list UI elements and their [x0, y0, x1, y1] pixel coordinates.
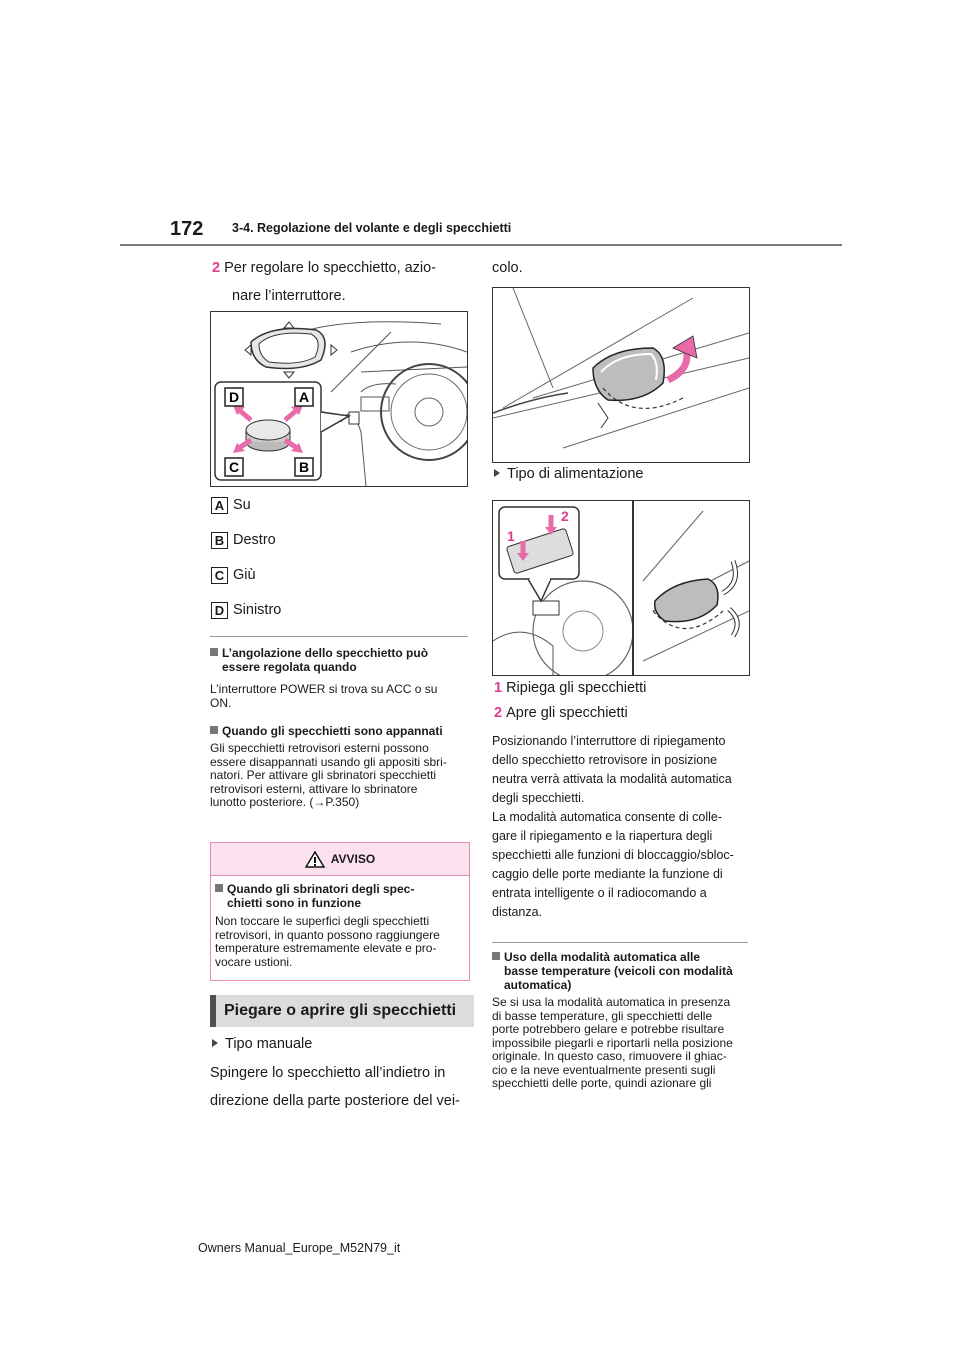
power-type-heading: Tipo di alimentazione [494, 460, 643, 488]
mirror-switch-figure [210, 311, 468, 487]
note-divider [492, 942, 748, 943]
manual-type-heading: Tipo manuale [212, 1030, 312, 1058]
warning-body: Non toccare le superfici degli specchietti retrovisori, in quanto possono raggiungere temperature estremamente elevate e pro- vocare ustioni. [215, 914, 440, 969]
note1-body: L’interruttore POWER si trova su ACC o su ON. [210, 682, 438, 710]
label-c: C Giù [211, 565, 256, 585]
fig-number-2: 2 [561, 508, 569, 524]
section-title: 3-4. Regolazione del volante e degli specchietti [232, 221, 512, 235]
warning-triangle-icon [305, 851, 325, 868]
header-divider [120, 244, 842, 246]
triangle-bullet-icon [212, 1039, 218, 1047]
step-number: 2 [212, 260, 221, 276]
fig-letter-a: A [298, 389, 310, 405]
section-banner: Piegare o aprire gli specchietti [210, 995, 474, 1027]
note-divider [210, 636, 468, 637]
warning-box [210, 842, 470, 981]
item-1: 1 Ripiega gli specchietti [494, 680, 647, 696]
item-2: 2 Apre gli specchietti [494, 705, 628, 721]
note2-body: Gli specchietti retrovisori esterni possono essere disappannati usando gli appositi sbri- natori. Per attivare gli sbrinatori specchietti retrovisori esterni, attivare lo sbrinatore lunotto posteriore. (→P.350) [210, 741, 447, 809]
label-a: A Su [211, 495, 251, 515]
auto-mode-paragraph: Posizionando l’interruttore di ripiegamento dello specchietto retrovisore in posizione neutra verrà attivata la modalità automatica degli specchietti. La modalità automatica consente di colle- gare il ripiegamento e la riapertura degli specchietti alle funzioni di bloccaggio/sbloc- caggio delle porte mediante la funzione di entrata intelligente o il radiocomando a distanza. [492, 734, 734, 919]
label-b: B Destro [211, 530, 276, 550]
fig-letter-d: D [228, 389, 240, 405]
manual-fold-figure [492, 287, 750, 463]
note2-title: Quando gli specchietti sono appannati [210, 724, 468, 738]
colo-text: colo. [492, 260, 523, 276]
note3-body: Se si usa la modalità automatica in presenza di basse temperature, gli specchietti delle porte potrebbero gelare e potrebbe risultare impossibile piegarli e riportarli nella posizione originale. In questo caso, rimuovere il ghiac- cio e la neve eventualmente presenti sugli specchietti delle porte, quindi azionare gli [492, 995, 733, 1090]
warning-title: AVVISO [330, 852, 376, 866]
triangle-bullet-icon [494, 469, 500, 477]
fig-letter-c: C [228, 459, 240, 475]
warning-header [211, 843, 469, 876]
step-2: 2 Per regolare lo specchietto, azio- [212, 260, 437, 276]
step-2-line2: nare l’interruttore. [232, 288, 346, 304]
manual-line2: direzione della parte posteriore del vei- [210, 1093, 460, 1109]
note3-title: Uso della modalità automatica alle basse temperature (veicoli con modalità automatica) [492, 950, 752, 992]
warning-subtitle: Quando gli sbrinatori degli spec- chietti sono in funzione [215, 882, 463, 910]
label-d: D Sinistro [211, 600, 281, 620]
fig-number-1: 1 [507, 528, 515, 544]
power-fold-figure [492, 500, 750, 676]
page-number: 172 [170, 218, 204, 240]
fig-letter-b: B [298, 459, 310, 475]
note1-title: L’angolazione dello specchietto può essere regolata quando [210, 646, 468, 674]
manual-line1: Spingere lo specchietto all’indietro in [210, 1065, 446, 1081]
footer: Owners Manual_Europe_M52N79_it [198, 1241, 401, 1255]
